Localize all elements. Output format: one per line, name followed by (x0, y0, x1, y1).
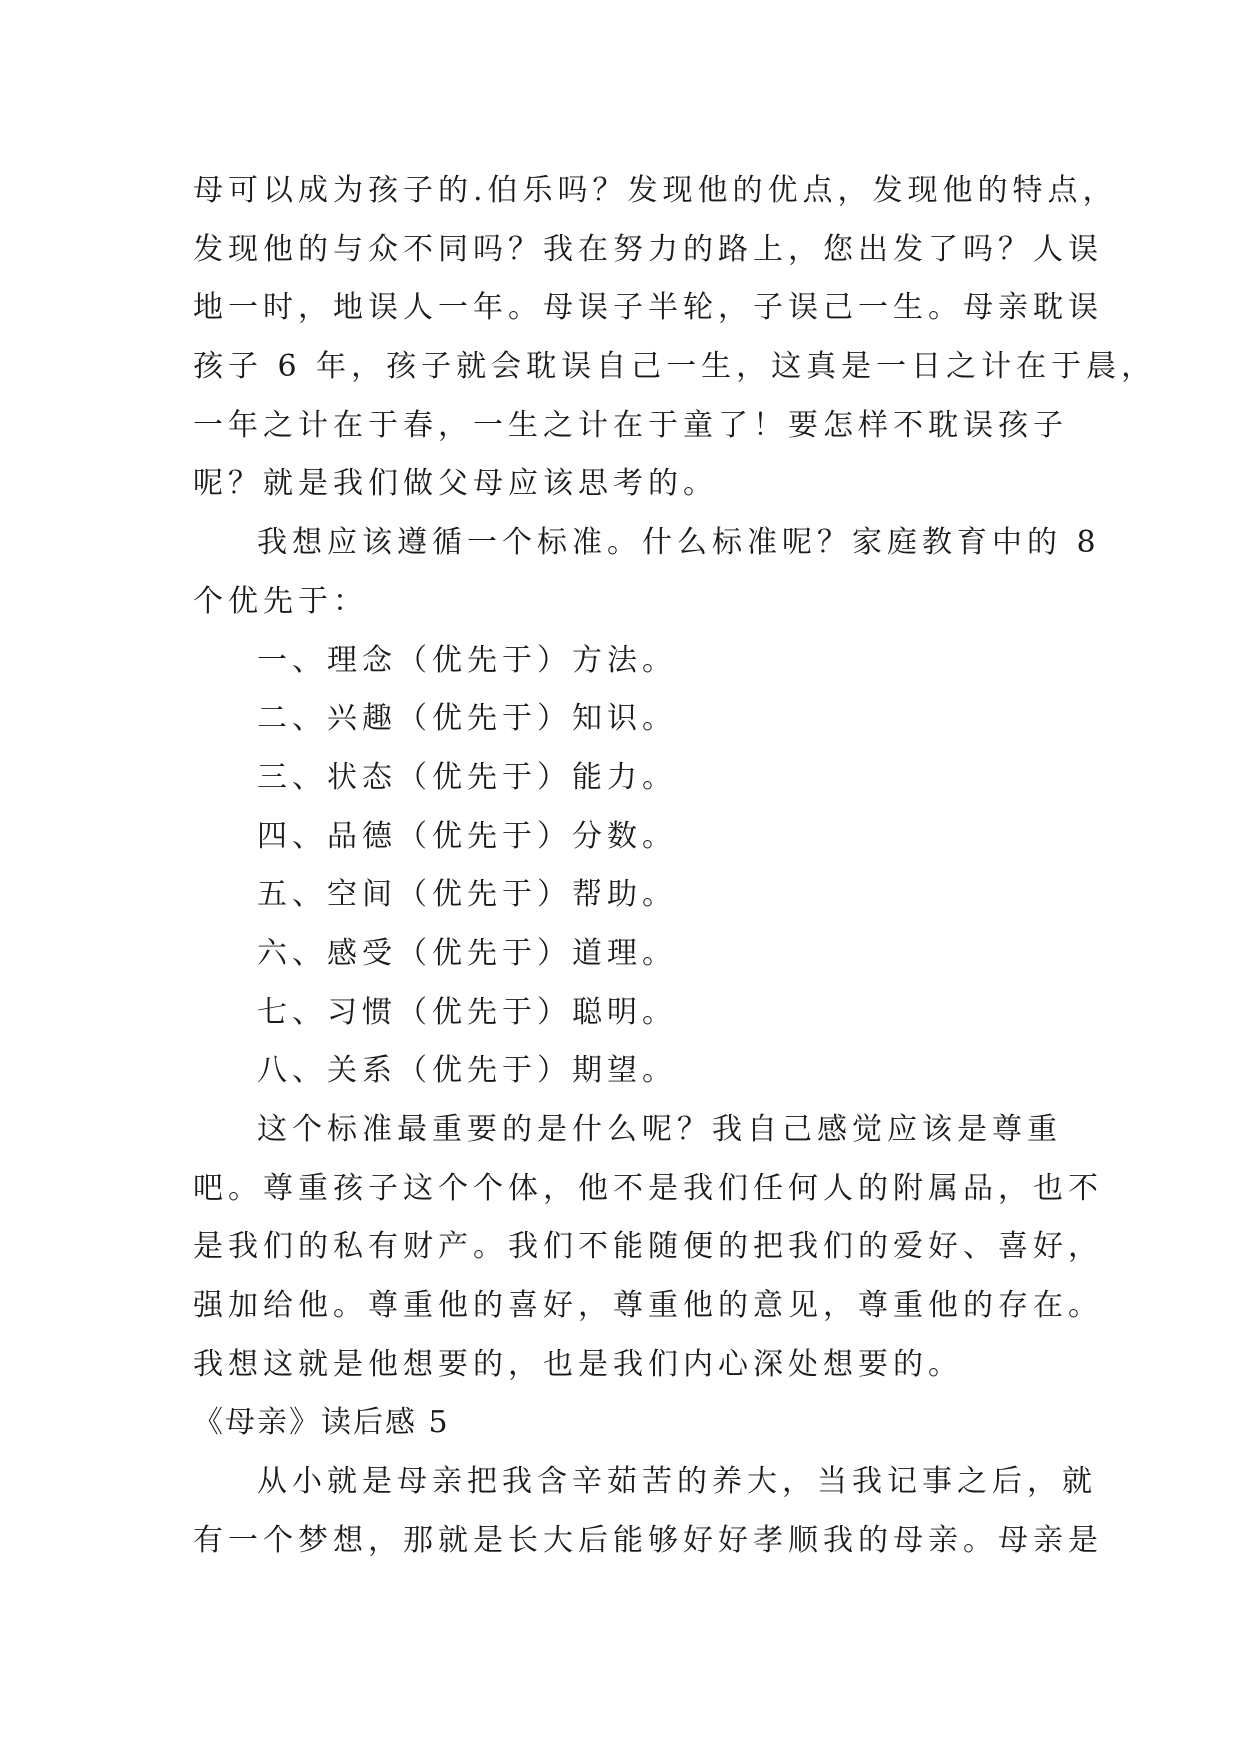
section-heading (193, 1394, 1063, 1453)
document-body (193, 162, 1157, 1571)
text-line: 二、兴趣（优先于）知识。 (257, 701, 677, 737)
paragraph (193, 808, 1063, 867)
paragraph (193, 925, 1063, 984)
paragraph (193, 162, 1157, 514)
text-line: 一年之计在于春，一生之计在于童了！要怎样不耽误孩子 (193, 407, 1068, 443)
paragraph (193, 749, 1063, 808)
heading-text: 《母亲》读后感 5 (193, 1405, 450, 1441)
text-line: 地一时，地误人一年。母误子半轮，子误己一生。母亲耽误 (193, 290, 1103, 326)
text-line: 从小就是母亲把我含辛茹苦的养大，当我记事之后，就 (257, 1464, 1097, 1500)
text-line: 是我们的私有财产。我们不能随便的把我们的爱好、喜好， (193, 1229, 1103, 1265)
text-line: 一、理念（优先于）方法。 (257, 642, 677, 678)
text-line: 孩子 6 年，孩子就会耽误自己一生，这真是一日之计在于晨， (193, 349, 1157, 385)
paragraph (193, 514, 1101, 631)
paragraph (193, 866, 1063, 925)
text-line: 呢？就是我们做父母应该思考的。 (193, 466, 718, 502)
text-line: 发现他的与众不同吗？我在努力的路上，您出发了吗？人误 (193, 231, 1103, 267)
text-line: 我想这就是他想要的，也是我们内心深处想要的。 (193, 1346, 963, 1382)
paragraph (193, 984, 1063, 1043)
text-line: 五、空间（优先于）帮助。 (257, 877, 677, 913)
text-line: 八、关系（优先于）期望。 (257, 1053, 677, 1089)
text-line: 四、品德（优先于）分数。 (257, 818, 677, 854)
text-line: 吧。尊重孩子这个个体，他不是我们任何人的附属品，也不 (193, 1170, 1103, 1206)
paragraph (193, 1101, 1103, 1394)
text-line: 有一个梦想，那就是长大后能够好好孝顺我的母亲。母亲是 (193, 1522, 1103, 1558)
text-line: 这个标准最重要的是什么呢？我自己感觉应该是尊重 (257, 1112, 1062, 1147)
text-line: 六、感受（优先于）道理。 (257, 935, 677, 971)
text-line: 母可以成为孩子的.伯乐吗？发现他的优点，发现他的特点， (193, 173, 1118, 208)
paragraph (193, 1453, 1103, 1570)
text-line: 三、状态（优先于）能力。 (257, 759, 677, 795)
paragraph (193, 632, 1063, 691)
text-line: 七、习惯（优先于）聪明。 (257, 994, 677, 1030)
paragraph (193, 690, 1063, 749)
paragraph (193, 1042, 1063, 1101)
text-line: 个优先于： (193, 583, 368, 619)
text-line: 我想应该遵循一个标准。什么标准呢？家庭教育中的 8 (257, 525, 1101, 561)
text-line: 强加给他。尊重他的喜好，尊重他的意见，尊重他的存在。 (193, 1288, 1103, 1324)
